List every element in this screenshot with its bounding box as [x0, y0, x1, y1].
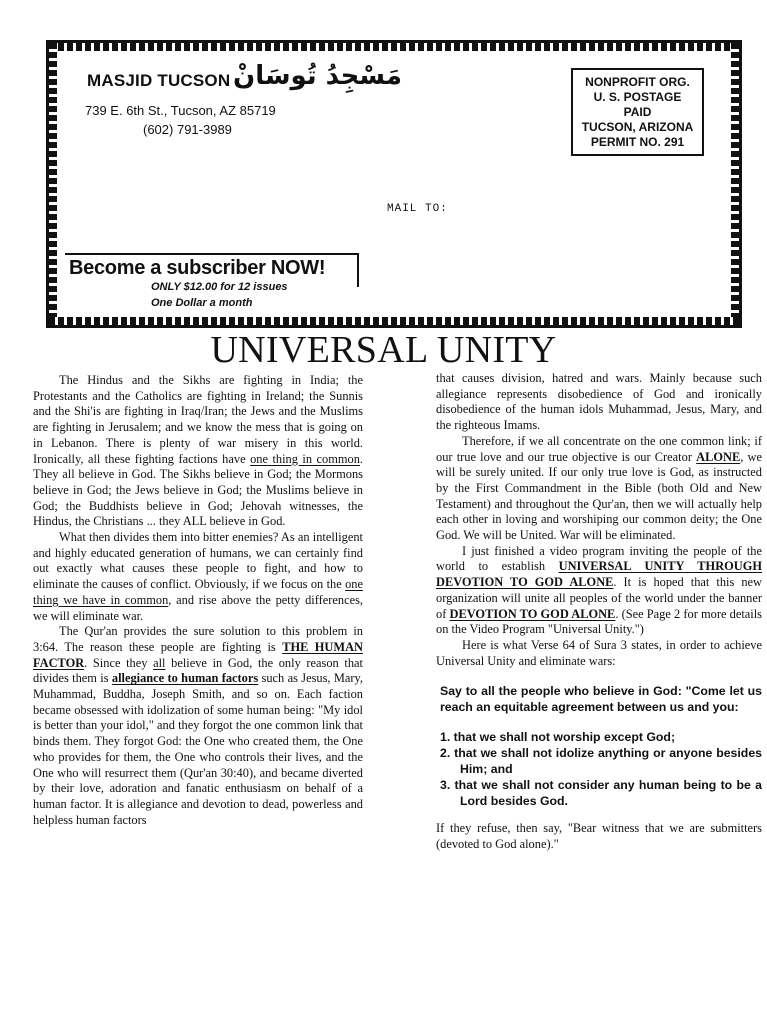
text: believe in God, the only reason that divides them is: [33, 655, 363, 686]
arabic-name: مَسْجِدُ تُوسَانْ: [233, 61, 402, 91]
underlined-text: one thing we have in common: [33, 577, 363, 607]
address: 739 E. 6th St., Tucson, AZ 85719: [85, 103, 276, 118]
postage-line: U. S. POSTAGE: [593, 90, 682, 104]
paragraph: [436, 544, 762, 638]
text: . (See Page 2 for more details on the Video Program "Universal Unity."): [436, 606, 763, 637]
quote-block: [440, 683, 762, 809]
underlined-text: DEVOTION TO GOD ALONE: [449, 606, 616, 621]
text: The Qur'an provides the sure solution to this problem in 3:64. The reason these people are fighting is: [33, 624, 363, 654]
paragraph: [33, 530, 363, 624]
postage-stamp: [571, 68, 704, 156]
paragraph: [436, 434, 762, 544]
underlined-text: THE HUMAN FACTOR: [33, 639, 363, 670]
quote-item: 1. that we shall not worship except God;: [440, 730, 676, 745]
text: I just finished a video program inviting the people of the world to establish: [436, 543, 762, 574]
quote-item: 3. that we shall not consider any human being to be a Lord besides God.: [440, 778, 762, 809]
left-column: [33, 373, 363, 828]
paragraph: Here is what Verse 64 of Sura 3 states, in order to achieve Universal Unity and eliminate wars:: [436, 637, 762, 668]
quote-item: 2. that we shall not idolize anything or anyone besides Him; and: [440, 746, 762, 777]
underlined-text: all: [153, 655, 166, 670]
underlined-text: ALONE: [696, 449, 741, 464]
postage-line: PAID: [623, 105, 652, 119]
right-column: [436, 371, 762, 853]
paragraph: [33, 624, 363, 828]
price-line-monthly: One Dollar a month: [151, 297, 253, 309]
price-line: ONLY $12.00 for 12 issues: [151, 281, 288, 293]
subscribe-heading: Become a subscriber NOW!: [69, 257, 326, 279]
underlined-text: UNIVERSAL UNITY THROUGH DEVOTION TO GOD ALONE: [436, 559, 763, 590]
text: . Since they: [84, 655, 148, 670]
quote-intro: Say to all the people who believe in God: "Come let us reach an equitable agreement between us and you:: [440, 684, 762, 715]
article-title: UNIVERSAL UNITY: [210, 329, 557, 371]
mail-to-label: MAIL TO:: [387, 203, 448, 215]
underlined-text: one thing in common: [250, 451, 360, 466]
text: Therefore, if we all concentrate on the one common link; if our true love and our true objective is our Creator: [436, 433, 762, 464]
org-name: MASJID TUCSON: [87, 71, 231, 90]
text: . It is hoped that this new organization will unite all peoples of the world under the banner of: [436, 575, 762, 621]
border-right: [731, 43, 739, 325]
text: . They all believe in God. The Sikhs believe in God; the Mormons believe in God; the Jews believe in God; the Muslims believe in God; the Buddhists believe in God; Jehovah witnesses, the Hindus, the Christians ... they ALL believe in God.: [33, 451, 364, 529]
text: such as Jesus, Mary, Muhammad, Buddha, Joseph Smith, and so on. Each faction became obsessed with idolization of some human being: "My idol is better than your idol," and they forgot the one common link that binds them. They forgot God: the One who created them, the One who provides for them, the One who controls their lives, and the One who will resurrect them (Qur'an 30:40), and became diverted by their love, adoration and fanatic enthusiasm on behalf of a human factor. It is allegiance and devotion to dead, powerless and helpless human factors: [33, 671, 363, 827]
mailing-label: [46, 40, 742, 328]
phone: (602) 791-3989: [143, 122, 232, 137]
paragraph: [33, 373, 363, 530]
text: The Hindus and the Sikhs are fighting in India; the Protestants and the Catholics are fighting in Ireland; the Sunnis and the Shi'is are fighting in Iraq/Iran; the Jews and the Muslims are fighting in Jerusalem; and we know the mess that is going on in Lebanon. There is plenty of war misery in this world. Ironically, all these fighting factions have: [33, 373, 363, 466]
underlined-text: allegiance to human factors: [111, 671, 259, 686]
postage-line: NONPROFIT ORG.: [585, 75, 690, 89]
text: , and rise above the petty differences, we will eliminate war.: [33, 592, 364, 623]
text: , we will be surely united. If our only true love is God, as instructed by the First Commandment in the Bible (both Old and New Testament) and throughout the Qur'an, then we will actually help each other in loving and worshiping our common deity; the One God. We will be United. War will be eliminated.: [436, 449, 762, 543]
text: What then divides them into bitter enemies? As an intelligent and highly educated generation of humans, we can certainly find out exactly what causes these people to fight, and how to eliminate the causes of conflict. Obviously, if we focus on the: [33, 530, 363, 592]
paragraph: that causes division, hatred and wars. Mainly because such allegiance represents disobedience of God and ironically disobedience of the human idols Muhammad, Jesus, Mary, and the righteous Imams.: [436, 371, 762, 433]
border-left: [49, 43, 57, 325]
postage-line: TUCSON, ARIZONA: [581, 120, 694, 134]
closing-verse: If they refuse, then say, "Bear witness that we are submitters (devoted to God alone).": [436, 821, 762, 852]
postage-line: PERMIT NO. 291: [590, 135, 685, 149]
